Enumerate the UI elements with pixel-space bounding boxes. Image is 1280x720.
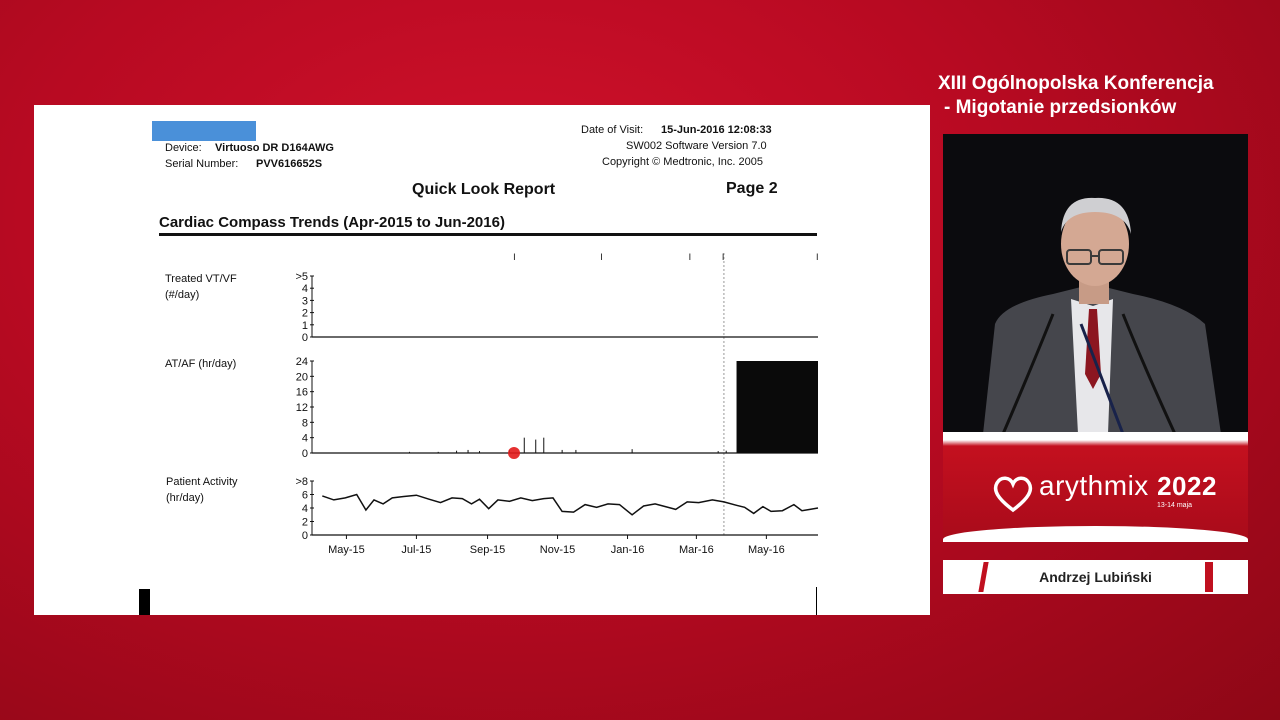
- vtvf-y-tick: >5: [295, 271, 308, 283]
- cardiac-compass-charts: [34, 105, 930, 615]
- brand-dates: 13-14 maja: [1157, 502, 1193, 509]
- activity-x-tick: Mar-16: [678, 544, 714, 556]
- activity-label: Patient Activity: [166, 476, 238, 488]
- activity-y-tick: >8: [295, 476, 308, 488]
- activity-y-tick: 2: [301, 516, 308, 529]
- ataf-y-tick: 16: [295, 386, 308, 399]
- serial-value: PVV616652S: [256, 158, 323, 170]
- software-version: SW002 Software Version 7.0: [626, 140, 767, 152]
- ataf-y-tick: 0: [301, 448, 308, 460]
- visit-label: Date of Visit:: [581, 124, 644, 136]
- vtvf-y-tick: 3: [301, 295, 308, 308]
- device-value: Virtuoso DR D164AWG: [215, 142, 334, 154]
- presentation-slide: [34, 105, 930, 615]
- page-edge-mark: [139, 589, 150, 615]
- speaker-name: Andrzej Lubiński: [1039, 569, 1152, 585]
- activity-x-tick: Sep-15: [469, 544, 506, 556]
- activity-y-tick: 6: [301, 489, 308, 502]
- ataf-y-tick: 12: [295, 402, 308, 414]
- conference-title: [938, 72, 1248, 120]
- activity-y-tick: 4: [301, 503, 308, 515]
- speaker-video: [943, 134, 1248, 434]
- heart-logo-icon: [991, 474, 1035, 514]
- vtvf-y-tick: 4: [301, 283, 308, 296]
- marker-i: I: [513, 252, 516, 262]
- marker-i: I: [816, 252, 819, 262]
- brand-logo: [1039, 470, 1217, 502]
- activity-unit: (hr/day): [166, 492, 204, 504]
- page-number: Page 2: [726, 180, 778, 197]
- brand-name: arythmix: [1039, 470, 1149, 501]
- ataf-persistent-block: [737, 361, 818, 453]
- serial-label: Serial Number:: [165, 158, 239, 170]
- vtvf-y-tick: 0: [301, 332, 308, 344]
- vtvf-label: Treated VT/VF: [165, 273, 237, 285]
- vtvf-y-tick: 1: [301, 319, 308, 332]
- brand-bottom-curve: [943, 526, 1248, 542]
- ataf-label: AT/AF (hr/day): [165, 358, 237, 370]
- section-title: Cardiac Compass Trends (Apr-2015 to Jun-2016): [159, 214, 505, 231]
- speaker-nameplate: [943, 560, 1248, 594]
- conference-title-line1: XIII Ogólnopolska Konferencja: [938, 73, 1214, 94]
- activity-x-tick: May-16: [748, 544, 785, 556]
- brand-banner: [943, 432, 1248, 542]
- page-edge-line: [816, 587, 817, 615]
- activity-series-line: [322, 495, 818, 515]
- conference-title-line2: - Migotanie przedsionków: [944, 97, 1177, 118]
- activity-y-tick: 0: [301, 530, 308, 542]
- marker-i: I: [688, 252, 692, 262]
- red-pointer-dot: [508, 447, 520, 459]
- ataf-y-tick: 4: [301, 432, 308, 445]
- speaker-figure: [943, 134, 1248, 434]
- vtvf-unit: (#/day): [165, 289, 200, 301]
- report-title: Quick Look Report: [412, 181, 556, 198]
- visit-value: 15-Jun-2016 12:08:33: [661, 124, 772, 136]
- device-label: Device:: [165, 142, 202, 154]
- ataf-y-tick: 24: [295, 356, 308, 368]
- vtvf-y-tick: 2: [301, 307, 308, 320]
- activity-x-tick: Nov-15: [539, 544, 576, 556]
- activity-x-tick: Jul-15: [401, 544, 432, 556]
- brand-year: 2022: [1157, 471, 1217, 501]
- activity-x-tick: Jan-16: [610, 544, 645, 556]
- marker-i: I: [721, 252, 725, 262]
- marker-i: I: [600, 252, 603, 262]
- activity-x-tick: May-15: [328, 544, 365, 556]
- ataf-y-tick: 8: [301, 417, 308, 430]
- copyright: Copyright © Medtronic, Inc. 2005: [602, 156, 763, 168]
- ataf-y-tick: 20: [295, 371, 308, 384]
